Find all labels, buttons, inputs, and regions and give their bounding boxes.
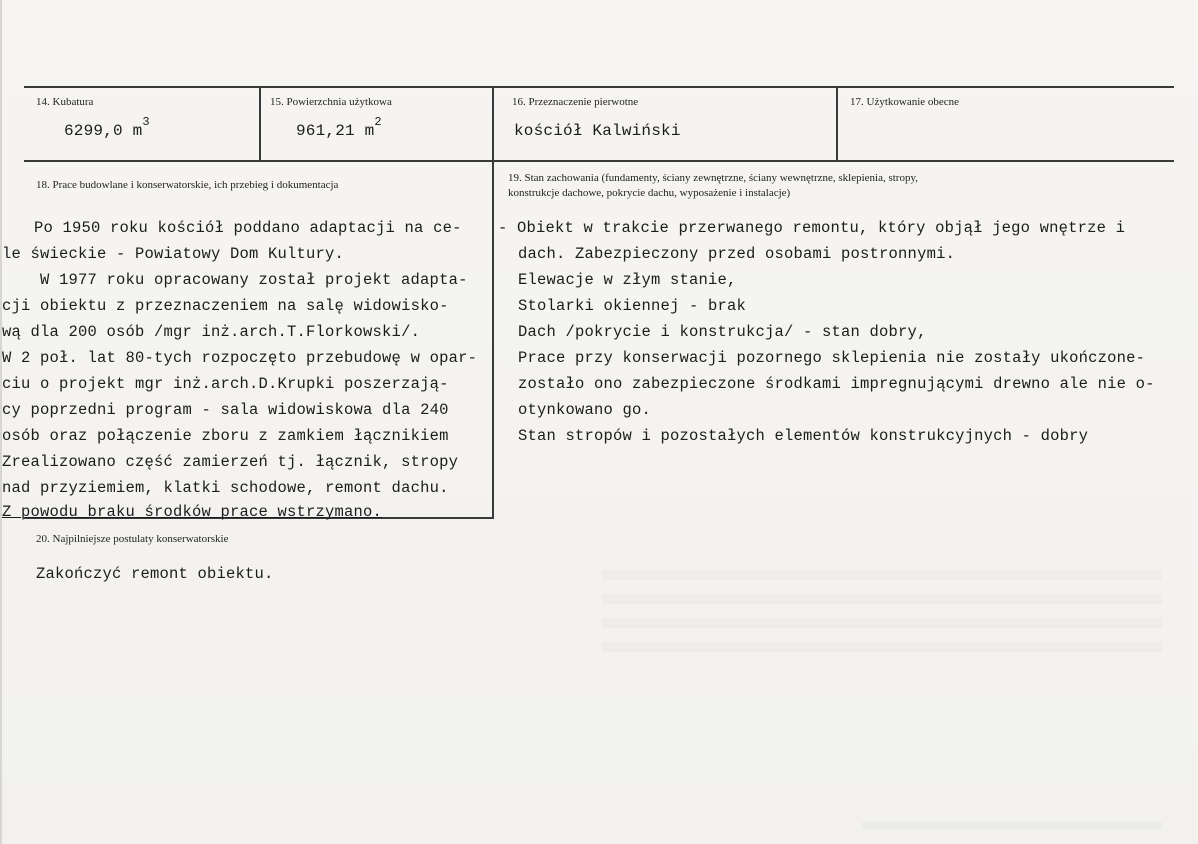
prace-line: wą dla 200 osób /mgr inż.arch.T.Florkowski/. (2, 323, 421, 341)
powierzchnia-number: 961,21 m (296, 122, 375, 140)
postulaty-value: Zakończyć remont obiektu. (36, 565, 274, 583)
prace-line: Zrealizowano część zamierzeń tj. łącznik, stropy (2, 453, 459, 471)
przeznaczenie-label: 16. Przeznaczenie pierwotne (512, 96, 639, 108)
divider-16-17 (836, 87, 838, 161)
prace-line: cji obiektu z przeznaczeniem na salę widowisko- (2, 297, 449, 315)
stan-label-line2: konstrukcje dachowe, pokrycie dachu, wyposażenie i instalacje) (508, 187, 791, 199)
top-border (24, 86, 1174, 88)
stan-line: zostało ono zabezpieczone środkami impregnującymi drewno ale nie o- (518, 375, 1155, 393)
divider-main (492, 87, 494, 518)
prace-line: Z powodu braku środków prace wstrzymano. (2, 503, 383, 521)
divider-14-15 (259, 87, 261, 161)
row1-bottom-border (24, 160, 1174, 162)
prace-label: 18. Prace budowlane i konserwatorskie, ich przebieg i dokumentacja (36, 179, 339, 191)
stan-line: Dach /pokrycie i konstrukcja/ - stan dobry, (518, 323, 927, 341)
prace-line: Po 1950 roku kościół poddano adaptacji na ce- (34, 219, 462, 237)
prace-line: W 1977 roku opracowany został projekt adapta- (40, 271, 468, 289)
kubatura-number: 6299,0 m (64, 122, 143, 140)
prace-line: osób oraz połączenie zboru z zamkiem łącznikiem (2, 427, 449, 445)
stan-line: Prace przy konserwacji pozornego sklepienia nie zostały ukończone- (518, 349, 1146, 367)
prace-line: le świeckie - Powiatowy Dom Kultury. (2, 245, 345, 263)
kubatura-value (64, 115, 150, 145)
kubatura-unit-exponent: 3 (142, 115, 150, 129)
stan-line: otynkowano go. (518, 401, 652, 419)
stan-line: Stan stropów i pozostałych elementów konstrukcyjnych - dobry (518, 427, 1089, 445)
stan-line: Elewacje w złym stanie, (518, 271, 737, 289)
powierzchnia-unit-exponent: 2 (374, 115, 382, 129)
powierzchnia-label: 15. Powierzchnia użytkowa (270, 96, 392, 108)
prace-line: ciu o projekt mgr inż.arch.D.Krupki poszerzają- (2, 375, 449, 393)
stan-line: Stolarki okiennej - brak (518, 297, 747, 315)
prace-line: W 2 poł. lat 80-tych rozpoczęto przebudowę w opar- (2, 349, 478, 367)
prace-line: cy poprzedni program - sala widowiskowa dla 240 (2, 401, 449, 419)
stan-line: - Obiekt w trakcie przerwanego remontu, który objął jego wnętrze i (498, 219, 1126, 237)
stan-line: dach. Zabezpieczony przed osobami postronnymi. (518, 245, 956, 263)
bleed-through-bottom (862, 822, 1162, 830)
przeznaczenie-value: kościół Kalwiński (514, 122, 681, 140)
stan-label-line1: 19. Stan zachowania (fundamenty, ściany zewnętrzne, ściany wewnętrzne, sklepienia, stropy, (508, 172, 919, 184)
prace-line: nad przyziemiem, klatki schodowe, remont dachu. (2, 479, 449, 497)
powierzchnia-value (296, 115, 382, 145)
bleed-through (602, 570, 1162, 660)
uzytkowanie-label: 17. Użytkowanie obecne (850, 96, 960, 108)
kubatura-label: 14. Kubatura (36, 96, 94, 108)
postulaty-label: 20. Najpilniejsze postulaty konserwatorskie (36, 533, 229, 545)
